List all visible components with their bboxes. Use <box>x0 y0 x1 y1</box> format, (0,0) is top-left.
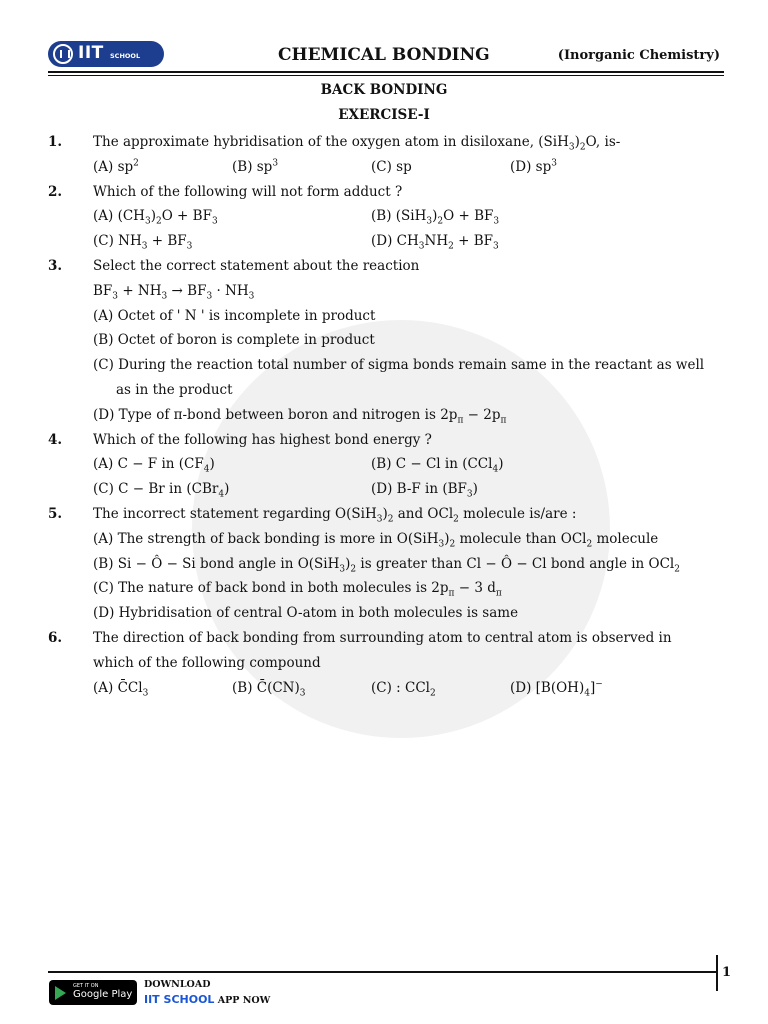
footer-divider <box>716 955 718 991</box>
page-number: 1 <box>722 965 732 980</box>
badge-big-text: Google Play <box>73 989 133 1000</box>
header-rule-thin <box>48 75 724 76</box>
question-6: 6. The direction of back bonding from surrounding atom to central atom is observed in which of the following compound (A) $C̄Cl_3$ (B) $C̄(CN)_3$ (C) : CCl$_2$ (D) $[B(OH)_4]^-$ <box>48 626 716 700</box>
logo-text: IIT <box>78 43 104 63</box>
question-number: 2. <box>48 183 63 200</box>
option-a[interactable]: (A) $(CH_3)_2O + BF_3$ <box>93 208 218 228</box>
option-c[interactable]: (C) C − Br in (CBr$_4$) <box>93 481 230 500</box>
app-suffix: APP NOW <box>217 995 271 1006</box>
option-a[interactable]: (A) $sp^2$ <box>93 158 139 175</box>
question-4: 4. Which of the following has highest bond energy ? (A) C − F in $(CF_4)$ (B) C − Cl in (CCl$_4$) (C) C − Br in (CBr$_4$) (D) B-F in $(BF_3)$ <box>48 428 716 502</box>
download-label: DOWNLOAD <box>144 979 211 990</box>
section-title: BACK BONDING <box>320 82 448 98</box>
options-row <box>48 477 716 502</box>
question-2: 2. Which of the following will not form adduct ? (A) $(CH_3)_2O + BF_3$ (B) $(SiH_3)_2O + BF_3$ (C) $NH_3 + BF_3$ (D) $CH_3NH_2 + BF_3$ <box>48 180 716 254</box>
option-d[interactable]: (D) $sp^3$ <box>510 158 557 175</box>
options-row <box>48 229 716 254</box>
option-b[interactable]: (B) Si − Ô − Si bond angle in $O(SiH_3)_2$ is greater than Cl − Ô − Cl bond angle in OCl$_2$ <box>93 555 680 575</box>
option-d[interactable]: (D) $CH_3NH_2 + BF_3$ <box>371 233 499 252</box>
exercise-title: EXERCISE-I <box>338 107 430 123</box>
option-c[interactable]: (C) $NH_3 + BF_3$ <box>93 233 193 252</box>
options-row <box>48 452 716 477</box>
option-d[interactable]: (D) $[B(OH)_4]^-$ <box>510 679 603 699</box>
question-number: 1. <box>48 134 63 150</box>
badge-small-text: GET IT ON <box>73 983 99 989</box>
options-row <box>48 676 716 701</box>
play-store-icon <box>55 986 66 1000</box>
option-b[interactable]: (B) $(SiH_3)_2O + BF_3$ <box>371 208 500 228</box>
logo-subtext: SCHOOL <box>110 52 141 60</box>
option-d[interactable]: (D) B-F in $(BF_3)$ <box>371 481 478 500</box>
question-3: 3. Select the correct statement about the reaction $BF_3 + NH_3 \to BF_3 \cdot NH_3$ (A) Octet of ' N ' is incomplete in product (B) Octet of boron is complete in product (C) During the reaction total number of sigma bonds remain same in the reactant as well as in the product (D) Type of π-bond between boron and nitrogen is $2p_\pi - 2p_\pi$ <box>48 254 716 428</box>
app-brand: IIT SCHOOL <box>144 993 215 1006</box>
chapter-title: CHEMICAL BONDING <box>278 45 490 65</box>
subject-label: (Inorganic Chemistry) <box>557 48 720 63</box>
option-d[interactable]: (D) Hybridisation of central O-atom in both molecules is same <box>93 605 519 622</box>
option-a[interactable]: (A) The strength of back bonding is more in $O(SiH_3)_2$ molecule than OCl$_2$ molecule <box>93 530 659 550</box>
header-rule <box>48 71 724 73</box>
option-a[interactable]: (A) Octet of ' N ' is incomplete in product <box>93 307 376 324</box>
question-number: 6. <box>48 629 63 646</box>
option-b[interactable]: (B) Octet of boron is complete in product <box>93 332 375 349</box>
app-promo <box>144 993 270 1006</box>
question-number: 4. <box>48 431 63 448</box>
option-b[interactable]: (B) C − Cl in (CCl$_4$) <box>371 456 504 476</box>
option-b[interactable]: (B) $sp^3$ <box>232 158 279 175</box>
option-c[interactable]: (C) During the reaction total number of sigma bonds remain same in the reactant as well as in the product <box>93 357 705 398</box>
footer-rule <box>48 971 718 973</box>
options-row <box>48 155 716 180</box>
question-number: 3. <box>48 257 63 274</box>
question-list <box>48 130 716 700</box>
question-number: 5. <box>48 505 63 522</box>
options-row <box>48 204 716 229</box>
question-1: 1. The approximate hybridisation of the oxygen atom in disiloxane, $(SiH_3)_2O$, is- (A) $sp^2$ (B) $sp^3$ (C) sp (D) $sp^3$ <box>48 130 716 180</box>
option-c[interactable]: (C) sp <box>371 158 412 175</box>
question-5: 5. The incorrect statement regarding $O(SiH_3)_2$ and OCl$_2$ molecule is/are : (A) The strength of back bonding is more in $O(SiH_3)_2$ molecule than OCl$_2$ molecule (B) Si − Ô − Si bond angle in $O(SiH_3)_2$ is greater than Cl − Ô − Cl bond angle in OCl$_2$ (C) The nature of back bond in both molecules is $2p_\pi - 3$ $d_\pi$ (D) Hybridisation of central O-atom in both molecules is same <box>48 502 716 626</box>
option-a[interactable]: (A) C − F in $(CF_4)$ <box>93 456 215 476</box>
logo-emblem-icon <box>53 44 73 64</box>
google-play-badge[interactable] <box>49 980 137 1005</box>
option-b[interactable]: (B) $C̄(CN)_3$ <box>232 679 306 699</box>
option-a[interactable]: (A) $C̄Cl_3$ <box>93 679 149 699</box>
option-c[interactable]: (C) The nature of back bond in both molecules is $2p_\pi - 3$ $d_\pi$ <box>93 580 502 600</box>
reaction-equation: $BF_3 + NH_3 \to BF_3 \cdot NH_3$ <box>93 282 255 302</box>
option-d[interactable]: (D) Type of π-bond between boron and nitrogen is $2p_\pi - 2p_\pi$ <box>93 406 507 426</box>
option-c[interactable]: (C) : CCl$_2$ <box>371 679 436 699</box>
iit-school-logo <box>48 41 164 67</box>
